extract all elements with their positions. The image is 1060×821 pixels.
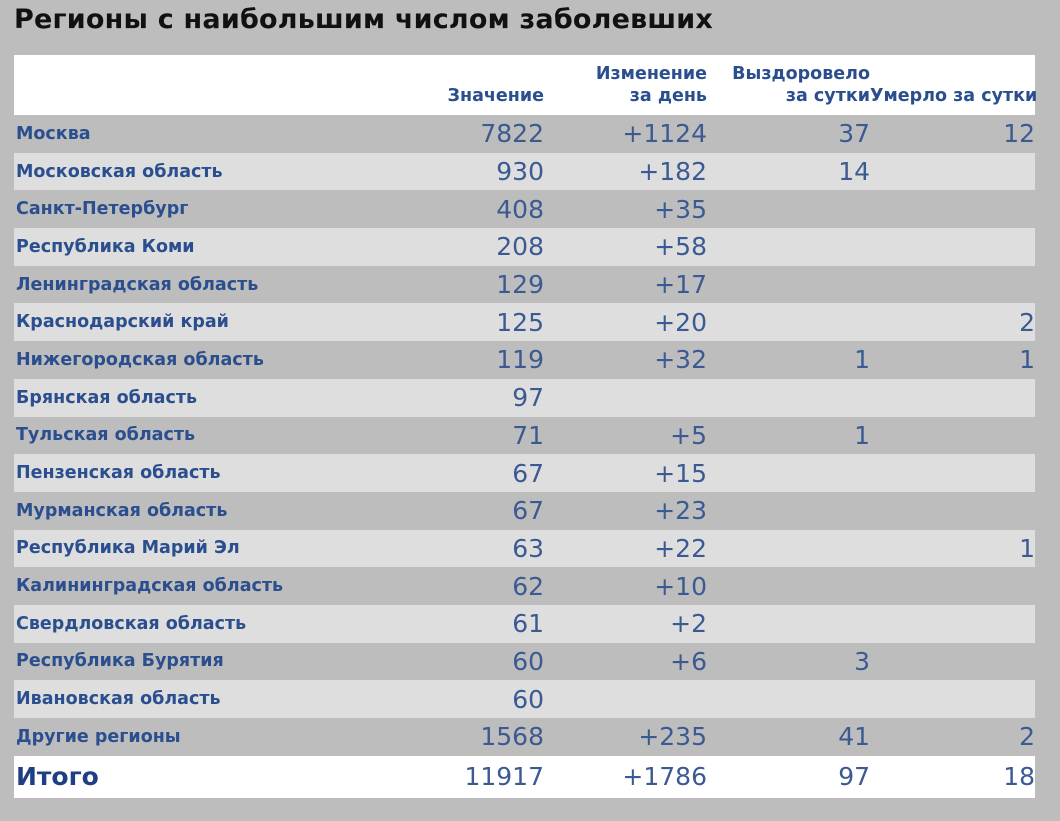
change-cell: +22: [654, 533, 707, 563]
table-row: [14, 530, 1035, 568]
value-cell: 62: [512, 571, 544, 601]
died-cell: 12: [1003, 119, 1035, 149]
region-name: Республика Коми: [16, 236, 195, 257]
table-row: [14, 303, 1035, 341]
region-name: Брянская область: [16, 387, 198, 408]
recovered-cell: 37: [838, 119, 870, 149]
table-row: [14, 492, 1035, 530]
table-header: [14, 55, 1038, 115]
value-cell: 208: [496, 232, 544, 262]
died-cell: 2: [1019, 722, 1035, 752]
change-cell: +35: [654, 194, 707, 224]
change-cell: +10: [654, 571, 707, 601]
table-row: [14, 266, 1035, 304]
change-cell: +235: [638, 722, 707, 752]
table-row: [14, 417, 1035, 455]
change-cell: +1124: [622, 119, 707, 149]
region-name: Санкт-Петербург: [16, 199, 189, 220]
value-cell: 67: [512, 458, 544, 488]
change-cell: +15: [654, 458, 707, 488]
region-name: Московская область: [16, 161, 223, 182]
region-name: Тульская область: [16, 425, 196, 446]
table-row: [14, 379, 1035, 417]
table-row: [14, 228, 1035, 266]
table-row: [14, 643, 1035, 681]
value-cell: 61: [512, 609, 544, 639]
header-value: Значение: [447, 86, 544, 106]
table-row: [14, 680, 1035, 718]
header-recovered-line1: Выздоровело: [732, 64, 870, 84]
region-name: Ивановская область: [16, 689, 221, 710]
header-change-line2: за день: [629, 86, 707, 106]
header-recovered: [707, 63, 870, 115]
region-name: Другие регионы: [16, 726, 181, 747]
region-name: Ленинградская область: [16, 274, 259, 295]
change-cell: +23: [654, 496, 707, 526]
change-cell: +20: [654, 307, 707, 337]
change-cell: +182: [638, 157, 707, 187]
value-cell: 125: [496, 307, 544, 337]
recovered-cell: 3: [854, 646, 870, 676]
value-cell: 1568: [480, 722, 544, 752]
region-name: Свердловская область: [16, 613, 247, 634]
regions-table: [14, 55, 1038, 798]
change-cell: +17: [654, 270, 707, 300]
change-cell: +32: [654, 345, 707, 375]
table-row: [14, 454, 1035, 492]
value-cell: 67: [512, 496, 544, 526]
died-cell: 2: [1019, 307, 1035, 337]
total-row: [14, 756, 1035, 798]
table-row: [14, 190, 1035, 228]
region-name: Республика Марий Эл: [16, 538, 240, 559]
total-label: Итого: [16, 762, 99, 792]
value-cell: 71: [512, 420, 544, 450]
change-cell: +6: [670, 646, 707, 676]
value-cell: 60: [512, 646, 544, 676]
value-cell: 97: [512, 383, 544, 413]
change-cell: +58: [654, 232, 707, 262]
table-row: [14, 567, 1035, 605]
header-change: [544, 63, 707, 115]
total-value: 11917: [464, 762, 544, 792]
recovered-cell: 1: [854, 345, 870, 375]
table-row: [14, 718, 1035, 756]
region-name: Москва: [16, 123, 91, 144]
total-recovered: 97: [838, 762, 870, 792]
header-died: Умерло за сутки: [870, 86, 1038, 106]
table-body: [14, 115, 1035, 756]
region-name: Республика Бурятия: [16, 651, 224, 672]
value-cell: 63: [512, 533, 544, 563]
value-cell: 60: [512, 684, 544, 714]
change-cell: +2: [670, 609, 707, 639]
change-cell: +5: [670, 420, 707, 450]
region-name: Пензенская область: [16, 463, 221, 484]
region-name: Мурманская область: [16, 500, 228, 521]
page-title: Регионы с наибольшим числом заболевших: [14, 4, 714, 35]
value-cell: 408: [496, 194, 544, 224]
died-cell: 1: [1019, 345, 1035, 375]
table-row: [14, 341, 1035, 379]
recovered-cell: 14: [838, 157, 870, 187]
recovered-cell: 1: [854, 420, 870, 450]
total-change: +1786: [622, 762, 707, 792]
value-cell: 930: [496, 157, 544, 187]
value-cell: 129: [496, 270, 544, 300]
header-recovered-line2: за сутки: [785, 86, 870, 106]
region-name: Калининградская область: [16, 576, 284, 597]
region-name: Нижегородская область: [16, 349, 264, 370]
value-cell: 119: [496, 345, 544, 375]
value-cell: 7822: [480, 119, 544, 149]
table-row: [14, 115, 1035, 153]
header-region: [14, 107, 386, 115]
total-died: 18: [1003, 762, 1035, 792]
header-change-line1: Изменение: [595, 64, 707, 84]
recovered-cell: 41: [838, 722, 870, 752]
table-row: [14, 605, 1035, 643]
region-name: Краснодарский край: [16, 312, 229, 333]
table-row: [14, 153, 1035, 191]
died-cell: 1: [1019, 533, 1035, 563]
